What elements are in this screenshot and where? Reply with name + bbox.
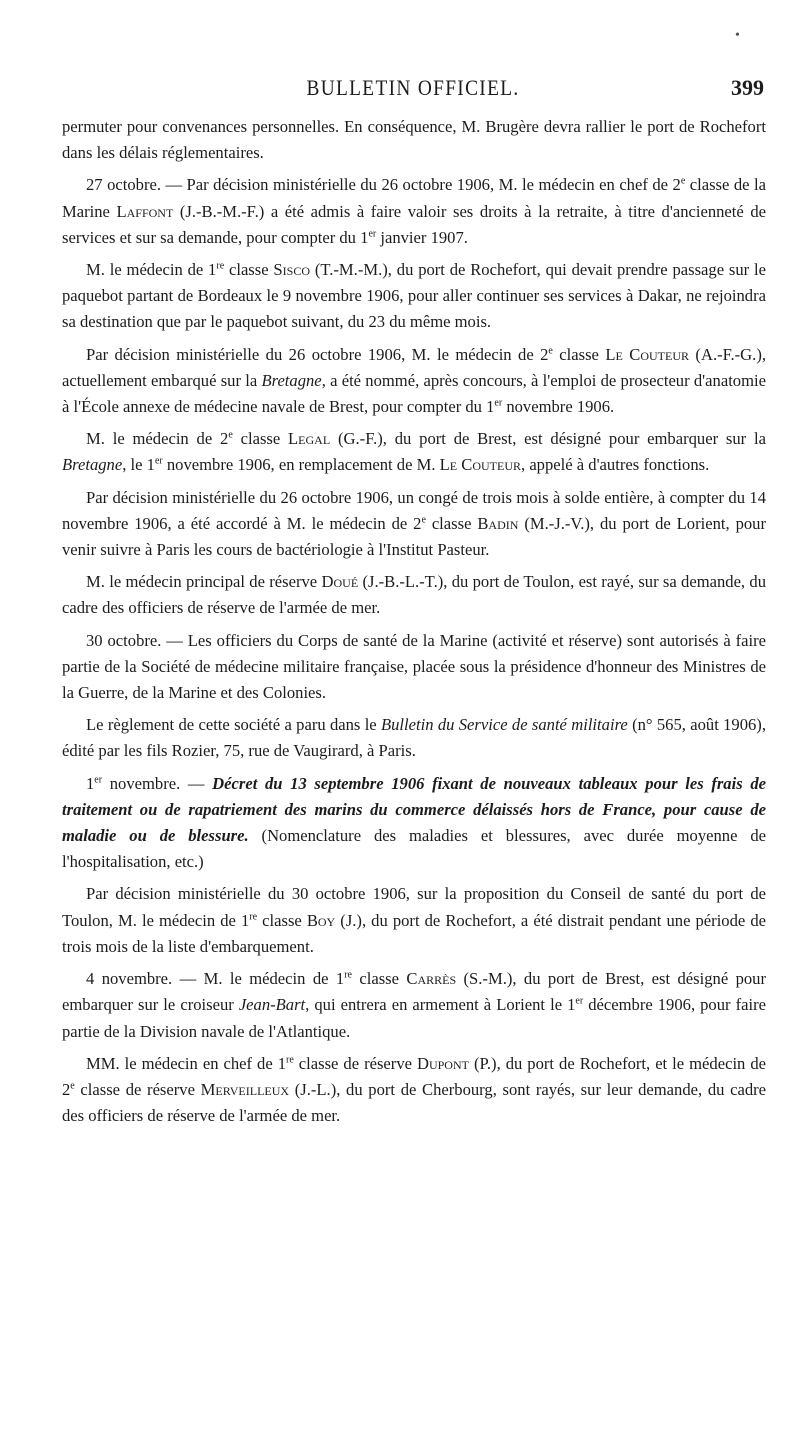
text-run: M. le médecin principal de réserve [86, 572, 322, 592]
text-run: classe de réserve [293, 1053, 417, 1073]
text-run: novembre 1906. [502, 397, 615, 417]
superscript: er [154, 455, 163, 467]
text-run: classe de réserve [74, 1079, 201, 1099]
text-run: 4 novembre. — M. le médecin de 1 [86, 969, 345, 989]
text-run: , appelé à d'autres fonctions. [521, 455, 710, 475]
superscript: e [70, 1080, 75, 1092]
paragraph-carres [62, 966, 766, 1045]
text-run: 1 [86, 773, 95, 793]
superscript: er [494, 397, 503, 409]
text-run: (Nomenclature des maladies et blessures, avec durée moyenne de l'hospitalisation, etc.) [62, 826, 767, 872]
paragraph-dupont-merveilleux [62, 1051, 766, 1130]
text-run: (P.), du port de Rochefort, et le médecin de 2 [62, 1053, 767, 1099]
superscript: er [575, 995, 584, 1007]
ship-name: Jean-Bart [238, 995, 306, 1015]
person-name: Doué [321, 572, 359, 592]
paragraph-brugere [62, 114, 766, 166]
text-run: (J.), du port de Rochefort, a été distrait pendant une période de trois mois de la liste d'embarquement. [62, 910, 766, 956]
text-run: M. le médecin de 1 [86, 260, 217, 280]
text-run: (S.-M.), du port de Brest, est désigné pour embarquer sur le croiseur [62, 969, 766, 1015]
text-run: novembre. — [102, 773, 213, 793]
person-name: Laffont [116, 201, 174, 221]
superscript: e [680, 175, 686, 187]
text-run: classe [232, 429, 289, 449]
text-run: M. le médecin de 2 [86, 429, 229, 449]
person-name: Dupont [416, 1053, 469, 1073]
text-run: 27 octobre. — Par décision ministérielle du 26 octobre 1906, M. le médecin en chef de 2 [86, 175, 681, 195]
paragraph-laffont [62, 172, 766, 251]
paragraph-boy [62, 881, 766, 960]
text-run: 30 octobre. — Les officiers du Corps de santé de la Marine (activité et réserve) sont autorisés à faire partie de la Société de médecine militaire française, placée sous la présidence d'honneur des Ministres de la Guerre, de la Marine et des Colonies. [62, 630, 766, 703]
superscript: re [216, 260, 225, 272]
text-run: janvier 1907. [376, 227, 468, 247]
person-name: Le Couteur [605, 344, 689, 364]
paragraph-societe-medecine [62, 628, 766, 707]
paragraph-le-couteur [62, 342, 766, 421]
text-run: (J.-B.-L.-T.), du port de Toulon, est rayé, sur sa demande, du cadre des officiers de réserve de l'armée de mer. [62, 572, 766, 618]
superscript: er [368, 228, 377, 240]
superscript: e [421, 514, 426, 526]
page-number: 399 [731, 75, 764, 100]
text-run: classe [224, 260, 274, 280]
page-header [62, 75, 764, 105]
paragraph-reglement [62, 712, 766, 764]
person-name: Boy [306, 910, 336, 930]
corner-mark: • [735, 28, 740, 43]
text-run: classe de la Marine [62, 175, 766, 221]
paragraph-decret [62, 771, 766, 876]
running-title: BULLETIN OFFICIEL. [306, 75, 520, 100]
superscript: re [344, 969, 352, 981]
superscript: re [286, 1054, 294, 1066]
text-run: (n° 565, août 1906), édité par les fils Rozier, 75, rue de Vaugirard, à Paris. [62, 715, 766, 761]
text-run: classe [552, 344, 606, 364]
text-run: classe [257, 910, 307, 930]
ship-name: Bretagne [62, 455, 123, 475]
text-run: classe [351, 969, 407, 989]
text-run: (J.-L.), du port de Cherbourg, sont rayés, sur leur demande, du cadre des officiers de réserve de l'armée de mer. [62, 1079, 767, 1126]
text-run: , a été nommé, après concours, à l'emploi de prosecteur d'anatomie à l'École annexe de médecine navale de Brest, pour compter du 1 [62, 370, 766, 417]
text-run: Par décision ministérielle du 30 octobre 1906, sur la proposition du Conseil de santé du port de Toulon, M. le médecin de 1 [62, 884, 766, 930]
paragraph-badin [62, 485, 766, 564]
ship-name: Bretagne [261, 370, 322, 390]
text-run: Par décision ministérielle du 26 octobre 1906, un congé de trois mois à solde entière, à compter du 14 novembre 1906, a été accordé à M. le médecin de 2 [62, 487, 766, 533]
text-run: (M.-J.-V.), du port de Lorient, pour venir suivre à Paris les cours de bactériologie à l'Institut Pasteur. [62, 513, 766, 560]
body-text [62, 114, 766, 1135]
paragraph-sisco [62, 257, 766, 336]
text-run: Le règlement de cette société a paru dans le [86, 715, 381, 735]
text-run: novembre 1906, en remplacement de M. [162, 455, 440, 475]
person-name: Sisco [273, 260, 310, 280]
person-name: Le Couteur [439, 455, 522, 475]
person-name: Merveilleux [200, 1079, 290, 1099]
publication-title: Bulletin du Service de santé militaire [381, 715, 628, 735]
text-run: MM. le médecin en chef de 1 [86, 1053, 287, 1073]
person-name: Legal [288, 429, 331, 449]
paragraph-legal [62, 426, 766, 478]
text-run: permuter pour convenances personnelles. En conséquence, M. Brugère devra rallier le port de Rochefort dans les délais réglementaires. [62, 117, 766, 163]
superscript: re [249, 911, 258, 923]
decree-title: Décret du 13 septembre 1906 fixant de nouveaux tableaux pour les frais de traitement ou de rapatriement des marins du commerce délaissés hors de France, pour cause de maladie ou de blessure. [62, 773, 766, 846]
superscript: er [94, 774, 103, 786]
superscript: e [548, 345, 553, 357]
text-run: classe [425, 513, 478, 533]
text-run: (A.-F.-G.), actuellement embarqué sur la [62, 344, 766, 390]
text-run: , le 1 [122, 455, 155, 475]
paragraph-doue [62, 569, 766, 621]
superscript: e [228, 429, 233, 441]
text-run: décembre 1906, pour faire partie de la Division navale de l'Atlantique. [62, 995, 766, 1041]
text-run: (G.-F.), du port de Brest, est désigné pour embarquer sur la [330, 429, 766, 449]
text-run: (J.-B.-M.-F.) a été admis à faire valoir ses droits à la retraite, à titre d'ancienneté de services et sur sa demande, pour compter du 1 [62, 201, 766, 247]
person-name: Badin [477, 513, 519, 533]
text-run: (T.-M.-M.), du port de Rochefort, qui devait prendre passage sur le paquebot partant de Bordeaux le 9 novembre 1906, pour aller continuer ses services à Dakar, ne rejoindra sa destination que par le paquebot suivant, du 23 du même mois. [62, 260, 766, 332]
text-run: , qui entrera en armement à Lorient le 1 [305, 995, 576, 1015]
text-run: Par décision ministérielle du 26 octobre 1906, M. le médecin de 2 [86, 344, 549, 364]
person-name: Carrès [406, 969, 457, 989]
